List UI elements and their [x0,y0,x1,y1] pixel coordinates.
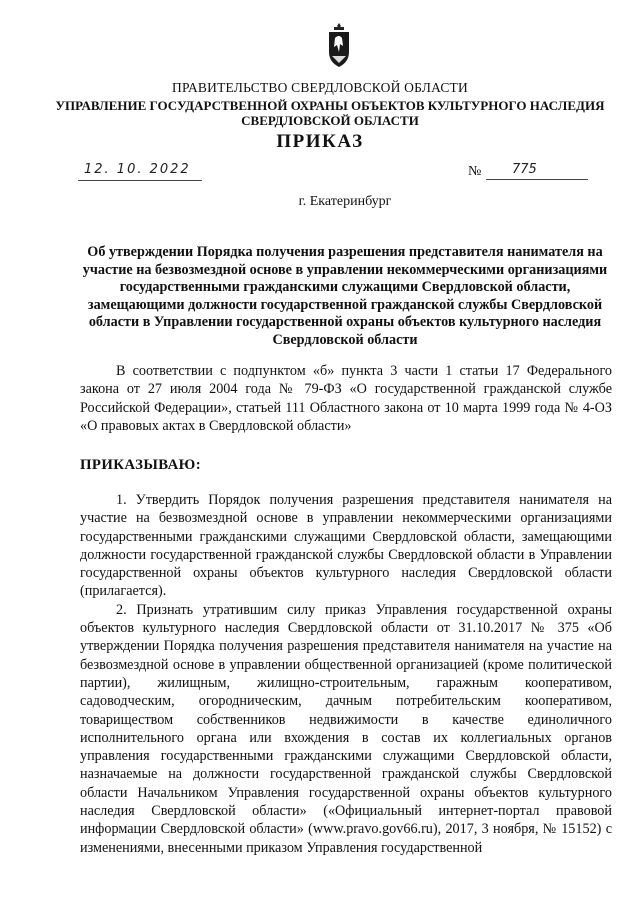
order-items [80,491,612,857]
government-name: ПРАВИТЕЛЬСТВО СВЕРДЛОВСКОЙ ОБЛАСТИ [172,80,468,95]
legal-basis: В соответствии с подпунктом «б» пункта 3 части 1 статьи 17 Федерального закона от 27 июля 2004 года № 79-ФЗ «О государственной гражданской службе Российской Федерации», статьей 111 Областного закона от 10 марта 1999 года № 4-ОЗ «О правовых актах в Свердловской области» [80,363,612,435]
coat-of-arms-icon [327,22,351,68]
order-directive: ПРИКАЗЫВАЮ: [80,457,202,473]
order-number: 775 [486,162,588,180]
order-date: 12. 10. 2022 [78,162,202,181]
order-item-2: 2. Признать утратившим силу приказ Управления государственной охраны объектов культурного наследия Свердловской области от 31.10.2017 № 375 «Об утверждении Порядка получения разрешения представителя нанимателя на участие на безвозмездной основе в управлении общественной организацией (кроме политической партии), жилищным, жилищно-строительным, гаражным кооперативом, садоводческим, огородническим, дачным потребительским кооперативом, товариществом собственников недвижимости в качестве единоличного исполнительного органа или вхождения в состав их коллегиальных органов управления государственными гражданскими служащими Свердловской области, назначаемые на должности государственной гражданской службы Свердловской области Начальником Управления государственной охраны объектов культурного наследия Свердловской области» («Официальный интернет-портал правовой информации Свердловской области» (www.pravo.gov66.ru), 2017, 3 ноября, № 15152) с изменениями, внесенными приказом Управления государственной [80,601,612,856]
document-title: ПРИКАЗ [276,131,364,152]
city: г. Екатеринбург [298,194,392,209]
number-label: № [468,164,482,179]
department-name: УПРАВЛЕНИЕ ГОСУДАРСТВЕННОЙ ОХРАНЫ ОБЪЕКТОВ КУЛЬТУРНОГО НАСЛЕДИЯ СВЕРДЛОВСКОЙ ОБЛАСТИ [55,98,605,128]
order-subject: Об утверждении Порядка получения разрешения представителя нанимателя на участие на безвозмездной основе в управлении некоммерческими организациями государственными гражданскими служащими Свердловской области, замещающими должности государственной гражданской службы Свердловской области в Управлении государственной охраны объектов культурного наследия Свердловской области [82,244,608,348]
order-item-1: 1. Утвердить Порядок получения разрешения представителя нанимателя на участие на безвозмездной основе в управлении некоммерческими организациями государственными гражданскими служащими Свердловской области, замещающими должности государственной гражданской службы Свердловской области в Управлении государственной охраны объектов культурного наследия Свердловской области (прилагается). [80,492,612,600]
